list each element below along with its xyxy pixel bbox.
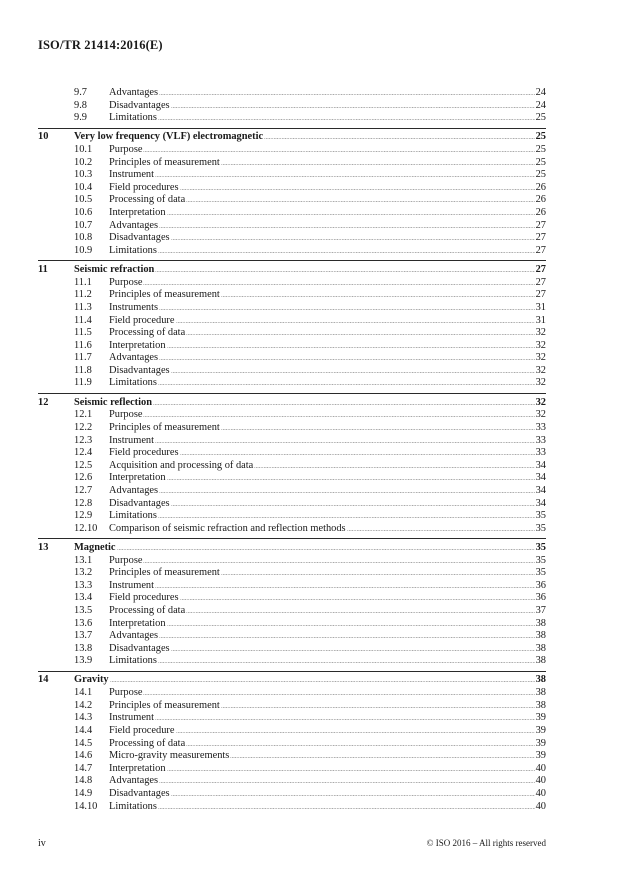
- toc-section-entry[interactable]: [38, 538, 546, 554]
- toc-dot-leader: [171, 100, 535, 108]
- toc-dot-leader: [171, 365, 535, 373]
- toc-subsection-number: 11.4: [74, 314, 92, 326]
- page-footer: [38, 838, 546, 849]
- toc-subsection-number: 13.9: [74, 655, 93, 667]
- toc-subsection-number: 12.7: [74, 484, 93, 496]
- toc-dot-leader: [159, 630, 535, 638]
- toc-entry-title: Disadvantages: [109, 99, 170, 111]
- toc-entry-title: Interpretation: [109, 207, 166, 219]
- toc-dot-leader: [158, 655, 535, 663]
- toc-page-number: 37: [535, 604, 546, 616]
- toc-entry-title: Purpose: [109, 687, 143, 699]
- toc-subsection-entry[interactable]: [38, 169, 546, 182]
- toc-dot-leader: [153, 397, 535, 405]
- toc-subsection-number: 10.4: [74, 181, 93, 193]
- toc-subsection-entry[interactable]: [38, 157, 546, 170]
- toc-dot-leader: [186, 738, 534, 746]
- toc-subsection-entry[interactable]: [38, 788, 546, 801]
- toc-section-entry[interactable]: [38, 671, 546, 687]
- toc-page-number: 34: [535, 484, 546, 496]
- toc-entry-title: Disadvantages: [109, 497, 170, 509]
- toc-page-number: 40: [535, 787, 546, 799]
- toc-entry-title: Interpretation: [109, 472, 166, 484]
- toc-page-number: 32: [535, 377, 546, 389]
- toc-entry-title: Limitations: [109, 244, 157, 256]
- toc-subsection-entry[interactable]: [38, 460, 546, 473]
- toc-entry-title: Limitations: [109, 377, 157, 389]
- toc-entry-title: Advantages: [109, 87, 159, 98]
- toc-subsection-number: 10.2: [74, 156, 93, 168]
- toc-subsection-number: 10.5: [74, 194, 93, 206]
- toc-subsection-entry[interactable]: [38, 377, 546, 390]
- toc-dot-leader: [171, 788, 535, 796]
- toc-subsection-entry[interactable]: [38, 801, 546, 814]
- toc-page-number: 36: [535, 579, 546, 591]
- toc-page-number: 24: [535, 99, 546, 111]
- toc-subsection-entry[interactable]: [38, 630, 546, 643]
- toc-entry-title: Principles of measurement: [109, 289, 220, 301]
- toc-subsection-entry[interactable]: [38, 352, 546, 365]
- toc-entry-title: Magnetic: [74, 541, 116, 553]
- toc-subsection-entry[interactable]: [38, 763, 546, 776]
- toc-subsection-number: 11.7: [74, 352, 92, 364]
- toc-dot-leader: [167, 340, 535, 348]
- toc-page-number: 27: [535, 232, 546, 244]
- toc-entry-title: Advantages: [109, 352, 159, 364]
- toc-page-number: 39: [535, 750, 546, 762]
- toc-subsection-number: 12.2: [74, 421, 93, 433]
- toc-subsection-number: 9.9: [74, 112, 87, 124]
- toc-dot-leader: [171, 498, 535, 506]
- toc-dot-leader: [167, 763, 535, 771]
- toc-page-number: 27: [535, 219, 546, 231]
- toc-dot-leader: [159, 775, 535, 783]
- toc-dot-leader: [180, 447, 535, 455]
- toc-subsection-number: 10.3: [74, 169, 93, 181]
- toc-subsection-entry[interactable]: [38, 712, 546, 725]
- toc-subsection-entry[interactable]: [38, 289, 546, 302]
- toc-page-number: 25: [535, 131, 546, 143]
- toc-dot-leader: [158, 245, 535, 253]
- toc-subsection-number: 12.4: [74, 447, 93, 459]
- toc-dot-leader: [186, 605, 534, 613]
- toc-dot-leader: [167, 207, 535, 215]
- toc-dot-leader: [143, 409, 534, 417]
- toc-page-number: 35: [535, 541, 546, 553]
- toc-dot-leader: [221, 567, 535, 575]
- toc-subsection-number: 13.2: [74, 567, 93, 579]
- toc-entry-title: Limitations: [109, 655, 157, 667]
- toc-dot-leader: [110, 674, 535, 682]
- toc-subsection-number: 14.6: [74, 750, 93, 762]
- toc-subsection-number: 14.7: [74, 762, 93, 774]
- toc-page-number: 39: [535, 737, 546, 749]
- toc-entry-title: Limitations: [109, 800, 157, 812]
- toc-subsection-number: 14.8: [74, 775, 93, 787]
- toc-subsection-entry[interactable]: [38, 750, 546, 763]
- toc-subsection-entry[interactable]: [38, 643, 546, 656]
- toc-page-number: 36: [535, 592, 546, 604]
- toc-section-number: 11: [38, 263, 48, 275]
- toc-dot-leader: [117, 542, 535, 550]
- toc-subsection-number: 12.8: [74, 497, 93, 509]
- toc-subsection-number: 14.10: [74, 800, 98, 812]
- toc-subsection-entry[interactable]: [38, 112, 546, 125]
- toc-entry-title: Instrument: [109, 712, 155, 724]
- toc-page-number: 25: [535, 112, 546, 124]
- table-of-contents: [38, 87, 546, 813]
- toc-entry-title: Interpretation: [109, 339, 166, 351]
- toc-entry-title: Purpose: [109, 409, 143, 421]
- toc-subsection-number: 9.8: [74, 99, 87, 111]
- toc-subsection-entry[interactable]: [38, 555, 546, 568]
- toc-subsection-number: 12.9: [74, 510, 93, 522]
- toc-dot-leader: [186, 327, 534, 335]
- toc-subsection-number: 14.4: [74, 725, 93, 737]
- toc-dot-leader: [186, 194, 534, 202]
- toc-subsection-number: 13.1: [74, 554, 93, 566]
- toc-entry-title: Instrument: [109, 169, 155, 181]
- toc-entry-title: Instrument: [109, 579, 155, 591]
- toc-page-number: 34: [535, 472, 546, 484]
- toc-dot-leader: [158, 510, 535, 518]
- toc-dot-leader: [167, 618, 535, 626]
- toc-entry-title: Field procedure: [109, 314, 175, 326]
- toc-entry-title: Disadvantages: [109, 232, 170, 244]
- toc-subsection-entry[interactable]: [38, 447, 546, 460]
- toc-dot-leader: [159, 87, 535, 95]
- toc-dot-leader: [155, 712, 535, 720]
- toc-dot-leader: [221, 289, 535, 297]
- toc-page-number: 33: [535, 434, 546, 446]
- toc-page-number: 38: [535, 630, 546, 642]
- toc-subsection-number: 10.7: [74, 219, 93, 231]
- toc-subsection-entry[interactable]: [38, 100, 546, 113]
- toc-subsection-number: 11.2: [74, 289, 92, 301]
- toc-subsection-entry[interactable]: [38, 592, 546, 605]
- toc-subsection-number: 11.1: [74, 276, 92, 288]
- toc-entry-title: Purpose: [109, 554, 143, 566]
- toc-dot-leader: [155, 264, 534, 272]
- toc-dot-leader: [155, 435, 535, 443]
- toc-dot-leader: [143, 555, 534, 563]
- toc-dot-leader: [221, 700, 535, 708]
- toc-subsection-number: 10.9: [74, 244, 93, 256]
- toc-entry-title: Interpretation: [109, 762, 166, 774]
- toc-dot-leader: [230, 750, 534, 758]
- toc-subsection-number: 11.6: [74, 339, 92, 351]
- toc-subsection-entry[interactable]: [38, 315, 546, 328]
- toc-entry-title: Instrument: [109, 434, 155, 446]
- page-number: iv: [38, 838, 46, 849]
- toc-entry-title: Advantages: [109, 219, 159, 231]
- toc-section-number: 14: [38, 674, 49, 686]
- toc-subsection-entry[interactable]: [38, 523, 546, 536]
- toc-subsection-number: 14.9: [74, 787, 93, 799]
- toc-page-number: 25: [535, 156, 546, 168]
- toc-entry-title: Advantages: [109, 775, 159, 787]
- toc-page-number: 34: [535, 497, 546, 509]
- toc-dot-leader: [176, 315, 535, 323]
- toc-subsection-entry[interactable]: [38, 409, 546, 422]
- toc-subsection-number: 9.7: [74, 87, 87, 98]
- toc-dot-leader: [159, 220, 535, 228]
- toc-subsection-entry[interactable]: [38, 725, 546, 738]
- copyright-notice: © ISO 2016 – All rights reserved: [426, 838, 546, 848]
- toc-section-entry[interactable]: [38, 128, 546, 144]
- toc-subsection-number: 13.5: [74, 604, 93, 616]
- toc-entry-title: Very low frequency (VLF) electromagnetic: [74, 131, 264, 143]
- toc-page-number: 38: [535, 617, 546, 629]
- toc-subsection-entry[interactable]: [38, 567, 546, 580]
- toc-dot-leader: [171, 232, 535, 240]
- toc-page-number: 32: [535, 327, 546, 339]
- toc-subsection-number: 12.3: [74, 434, 93, 446]
- toc-page-number: 35: [535, 567, 546, 579]
- toc-page-number: 39: [535, 725, 546, 737]
- toc-subsection-entry[interactable]: [38, 580, 546, 593]
- toc-subsection-entry[interactable]: [38, 302, 546, 315]
- toc-entry-title: Micro-gravity measurements: [109, 750, 230, 762]
- toc-subsection-number: 11.5: [74, 327, 92, 339]
- toc-page-number: 32: [535, 396, 546, 408]
- toc-dot-leader: [347, 523, 535, 531]
- toc-entry-title: Principles of measurement: [109, 421, 220, 433]
- toc-entry-title: Principles of measurement: [109, 156, 220, 168]
- toc-page-number: 26: [535, 207, 546, 219]
- toc-entry-title: Field procedures: [109, 447, 179, 459]
- toc-dot-leader: [171, 643, 535, 651]
- toc-subsection-number: 12.1: [74, 409, 93, 421]
- toc-subsection-entry[interactable]: [38, 277, 546, 290]
- toc-section-entry[interactable]: [38, 393, 546, 409]
- toc-page-number: 27: [535, 244, 546, 256]
- toc-subsection-entry[interactable]: [38, 365, 546, 378]
- toc-page-number: 38: [535, 687, 546, 699]
- toc-subsection-entry[interactable]: [38, 618, 546, 631]
- toc-section-number: 12: [38, 396, 49, 408]
- toc-dot-leader: [158, 801, 535, 809]
- toc-page-number: 27: [535, 289, 546, 301]
- toc-entry-title: Instruments: [109, 301, 159, 313]
- toc-entry-title: Processing of data: [109, 737, 186, 749]
- toc-page-number: 38: [535, 674, 546, 686]
- toc-subsection-entry[interactable]: [38, 182, 546, 195]
- toc-entry-title: Field procedure: [109, 725, 175, 737]
- toc-subsection-entry[interactable]: [38, 498, 546, 511]
- toc-entry-title: Principles of measurement: [109, 567, 220, 579]
- toc-dot-leader: [180, 182, 535, 190]
- toc-subsection-entry[interactable]: [38, 327, 546, 340]
- toc-entry-title: Processing of data: [109, 327, 186, 339]
- toc-entry-title: Advantages: [109, 630, 159, 642]
- toc-page-number: 33: [535, 421, 546, 433]
- toc-subsection-entry[interactable]: [38, 775, 546, 788]
- toc-dot-leader: [155, 169, 535, 177]
- toc-dot-leader: [158, 112, 535, 120]
- toc-subsection-number: 12.10: [74, 522, 98, 534]
- toc-subsection-entry[interactable]: [38, 485, 546, 498]
- toc-dot-leader: [143, 687, 534, 695]
- toc-entry-title: Seismic reflection: [74, 396, 153, 408]
- toc-subsection-number: 14.3: [74, 712, 93, 724]
- toc-entry-title: Purpose: [109, 144, 143, 156]
- toc-subsection-entry[interactable]: [38, 472, 546, 485]
- toc-dot-leader: [143, 277, 534, 285]
- toc-subsection-entry[interactable]: [38, 144, 546, 157]
- toc-subsection-number: 11.9: [74, 377, 92, 389]
- toc-subsection-number: 12.6: [74, 472, 93, 484]
- toc-entry-title: Limitations: [109, 112, 157, 124]
- toc-page-number: 40: [535, 762, 546, 774]
- toc-page-number: 35: [535, 554, 546, 566]
- toc-section-entry[interactable]: [38, 260, 546, 276]
- toc-entry-title: Acquisition and processing of data: [109, 459, 254, 471]
- toc-section-number: 10: [38, 131, 49, 143]
- toc-page-number: 31: [535, 314, 546, 326]
- toc-section-number: 13: [38, 541, 49, 553]
- toc-page-number: 27: [535, 263, 546, 275]
- toc-page-number: 40: [535, 800, 546, 812]
- toc-dot-leader: [180, 592, 535, 600]
- toc-entry-title: Advantages: [109, 484, 159, 496]
- toc-subsection-entry[interactable]: [38, 605, 546, 618]
- toc-page-number: 32: [535, 352, 546, 364]
- toc-page-number: 33: [535, 447, 546, 459]
- toc-subsection-entry[interactable]: [38, 232, 546, 245]
- toc-entry-title: Principles of measurement: [109, 699, 220, 711]
- toc-subsection-number: 14.5: [74, 737, 93, 749]
- toc-page-number: 26: [535, 194, 546, 206]
- toc-subsection-entry[interactable]: [38, 510, 546, 523]
- toc-dot-leader: [155, 580, 535, 588]
- toc-subsection-entry[interactable]: [38, 194, 546, 207]
- toc-entry-title: Field procedures: [109, 181, 179, 193]
- toc-page-number: 35: [535, 510, 546, 522]
- toc-dot-leader: [221, 422, 535, 430]
- toc-page-number: 25: [535, 144, 546, 156]
- toc-subsection-entry[interactable]: [38, 340, 546, 353]
- toc-subsection-entry[interactable]: [38, 435, 546, 448]
- toc-entry-title: Processing of data: [109, 604, 186, 616]
- toc-subsection-entry[interactable]: [38, 655, 546, 668]
- toc-page-number: 39: [535, 712, 546, 724]
- toc-subsection-number: 13.3: [74, 579, 93, 591]
- toc-subsection-entry[interactable]: [38, 687, 546, 700]
- toc-subsection-number: 10.6: [74, 207, 93, 219]
- toc-entry-title: Purpose: [109, 276, 143, 288]
- toc-entry-title: Field procedures: [109, 592, 179, 604]
- toc-entry-title: Gravity: [74, 674, 109, 686]
- toc-subsection-entry[interactable]: [38, 207, 546, 220]
- toc-subsection-number: 10.8: [74, 232, 93, 244]
- toc-entry-title: Seismic refraction: [74, 263, 155, 275]
- toc-page-number: 32: [535, 364, 546, 376]
- toc-dot-leader: [264, 131, 535, 139]
- toc-page-number: 24: [535, 87, 546, 98]
- toc-entry-title: Disadvantages: [109, 787, 170, 799]
- toc-page-number: 40: [535, 775, 546, 787]
- document-header: ISO/TR 21414:2016(E): [38, 38, 163, 52]
- toc-page-number: 34: [535, 459, 546, 471]
- toc-subsection-number: 14.2: [74, 699, 93, 711]
- toc-subsection-entry[interactable]: [38, 220, 546, 233]
- toc-subsection-number: 14.1: [74, 687, 93, 699]
- toc-subsection-number: 13.4: [74, 592, 93, 604]
- toc-dot-leader: [254, 460, 534, 468]
- toc-subsection-entry[interactable]: [38, 700, 546, 713]
- toc-dot-leader: [159, 485, 535, 493]
- toc-subsection-entry[interactable]: [38, 245, 546, 258]
- toc-subsection-number: 13.6: [74, 617, 93, 629]
- toc-subsection-entry[interactable]: [38, 422, 546, 435]
- toc-subsection-number: 12.5: [74, 459, 93, 471]
- toc-page-number: 25: [535, 169, 546, 181]
- toc-subsection-number: 13.7: [74, 630, 93, 642]
- toc-entry-title: Limitations: [109, 510, 157, 522]
- toc-page-number: 26: [535, 181, 546, 193]
- toc-dot-leader: [159, 302, 535, 310]
- toc-page-number: 35: [535, 522, 546, 534]
- toc-subsection-number: 11.3: [74, 301, 92, 313]
- toc-page-number: 32: [535, 409, 546, 421]
- toc-entry-title: Disadvantages: [109, 642, 170, 654]
- toc-subsection-entry[interactable]: [38, 738, 546, 751]
- toc-page-number: 38: [535, 699, 546, 711]
- toc-page-number: 38: [535, 655, 546, 667]
- toc-page-number: 32: [535, 339, 546, 351]
- toc-subsection-number: 13.8: [74, 642, 93, 654]
- toc-page-number: 27: [535, 276, 546, 288]
- toc-entry-title: Comparison of seismic refraction and reflection methods: [109, 522, 346, 534]
- toc-entry-title: Interpretation: [109, 617, 166, 629]
- toc-page-number: 38: [535, 642, 546, 654]
- toc-page-number: 31: [535, 301, 546, 313]
- toc-subsection-number: 10.1: [74, 144, 93, 156]
- toc-entry-title: Processing of data: [109, 194, 186, 206]
- toc-entry-title: Disadvantages: [109, 364, 170, 376]
- toc-dot-leader: [167, 472, 535, 480]
- toc-dot-leader: [158, 377, 535, 385]
- toc-dot-leader: [143, 144, 534, 152]
- toc-dot-leader: [221, 157, 535, 165]
- toc-dot-leader: [176, 725, 535, 733]
- toc-subsection-entry[interactable]: [38, 87, 546, 100]
- toc-subsection-number: 11.8: [74, 364, 92, 376]
- toc-dot-leader: [159, 352, 535, 360]
